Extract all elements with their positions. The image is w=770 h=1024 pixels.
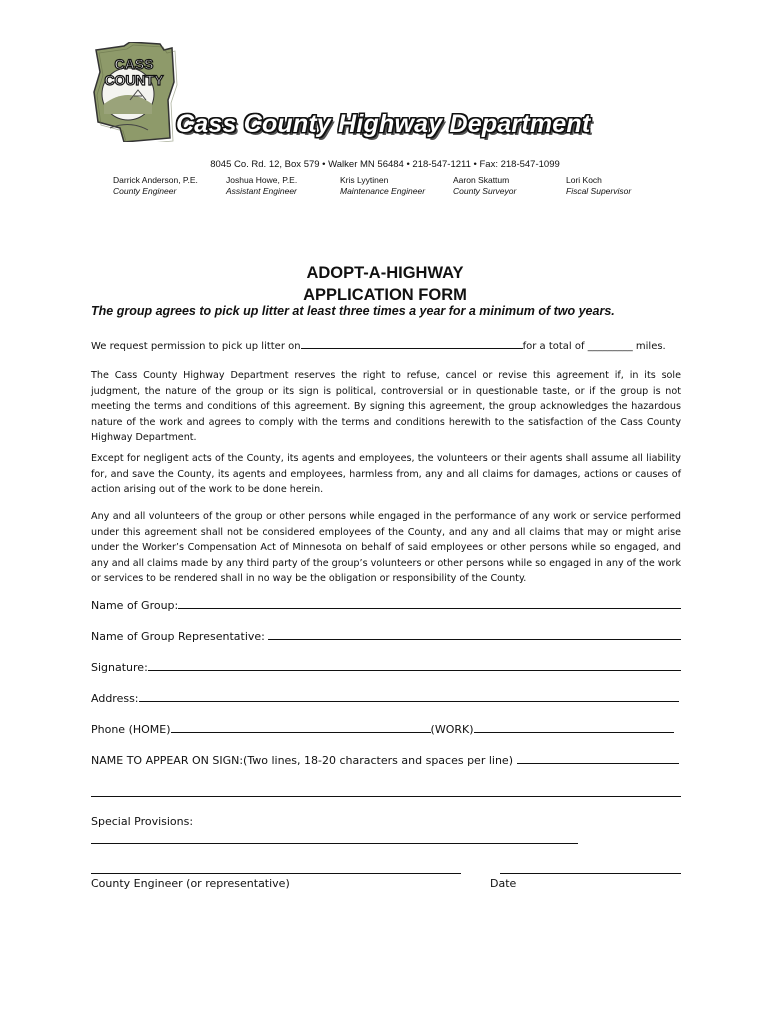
group-rep-row	[91, 628, 681, 643]
logo-text-cass: CASS	[114, 56, 154, 72]
sign-name-line1-input[interactable]	[517, 752, 679, 764]
request-line	[91, 337, 681, 352]
sign-name-line2-input[interactable]	[91, 796, 681, 797]
engineer-signature-input[interactable]	[91, 873, 461, 874]
phone-row	[91, 721, 681, 736]
staff-title: Fiscal Supervisor	[566, 186, 632, 196]
staff-member	[340, 175, 425, 197]
address-label: Address:	[91, 692, 139, 705]
miles-input[interactable]: _________	[587, 341, 633, 352]
request-middle: for a total of	[522, 341, 585, 352]
group-name-input[interactable]	[178, 597, 681, 609]
staff-member	[226, 175, 297, 197]
signature-input[interactable]	[148, 659, 681, 671]
signature-label: Signature:	[91, 661, 148, 674]
terms-paragraph-3: Any and all volunteers of the group or other persons while engaged in the performance of any work or service performed under this agreement shall not be considered employees of the County, and any and all claims that may or might arise under the Worker’s Compensation Act of Minnesota on behalf of said employees or other persons while so engaged, and any and all claims made by any third party of the group’s volunteers or other persons while so engaged in any of the work or services to be rendered shall in no way be the obligation or responsibility of the County.	[91, 511, 681, 585]
department-address: 8045 Co. Rd. 12, Box 579 • Walker MN 56484 • 218-547-1211 • Fax: 218-547-1099	[210, 159, 560, 170]
staff-title: County Surveyor	[453, 186, 517, 196]
phone-home-label: Phone (HOME)	[91, 723, 171, 736]
sign-name-row	[91, 752, 681, 767]
request-prefix: We request permission to pick up litter on	[91, 341, 301, 352]
special-provisions-label: Special Provisions:	[91, 815, 194, 828]
date-label: Date	[490, 877, 517, 890]
form-subtitle: The group agrees to pick up litter at least three times a year for a minimum of two years.	[91, 304, 615, 318]
special-provisions-input[interactable]	[91, 843, 578, 844]
staff-member	[566, 175, 631, 197]
cass-county-logo	[90, 42, 182, 142]
terms-paragraph-2: Except for negligent acts of the County, its agents and employees, the volunteers or their agents shall assume all liability for, and save the County, its agents and employees, harmless from, any and all claims for damages, actions or causes of action arising out of the work to be done herein.	[91, 453, 681, 496]
staff-title: Maintenance Engineer	[340, 186, 426, 196]
group-rep-input[interactable]	[268, 628, 681, 640]
staff-name: Lori Koch	[566, 175, 602, 185]
address-input[interactable]	[139, 690, 679, 702]
road-input[interactable]	[301, 337, 523, 349]
staff-member	[113, 175, 198, 197]
form-title-line2: APPLICATION FORM	[303, 286, 467, 304]
staff-member	[453, 175, 516, 197]
phone-home-input[interactable]	[171, 721, 431, 733]
sign-name-label: NAME TO APPEAR ON SIGN:(Two lines, 18-20 characters and spaces per line)	[91, 754, 513, 767]
group-name-label: Name of Group:	[91, 599, 179, 612]
address-row	[91, 690, 681, 705]
terms-paragraph-1: The Cass County Highway Department reserves the right to refuse, cancel or revise this agreement if, in its sole judgment, the nature of the group or its sign is political, controversial or in questionable taste, or if the group is not meeting the terms and conditions of this agreement. By signing this agreement, the group acknowledges the hazardous nature of the work and agrees to comply with the terms and conditions herewith to the satisfaction of the Cass County Highway Department.	[91, 370, 681, 444]
engineer-label: County Engineer (or representative)	[91, 877, 290, 890]
special-provisions-row	[91, 815, 681, 828]
staff-title: Assistant Engineer	[226, 186, 297, 196]
request-suffix: miles.	[635, 341, 666, 352]
date-input[interactable]	[500, 873, 681, 874]
signature-row	[91, 659, 681, 674]
phone-work-input[interactable]	[474, 721, 674, 733]
form-title	[0, 262, 770, 306]
group-name-row	[91, 597, 681, 612]
phone-work-label: (WORK)	[430, 723, 474, 736]
staff-name: Aaron Skattum	[453, 175, 510, 185]
form-title-line1: ADOPT-A-HIGHWAY	[306, 264, 464, 282]
group-rep-label: Name of Group Representative:	[91, 630, 265, 643]
staff-name: Joshua Howe, P.E.	[226, 175, 298, 185]
staff-name: Darrick Anderson, P.E.	[113, 175, 198, 185]
staff-name: Kris Lyytinen	[340, 175, 389, 185]
department-title: Cass County Highway Department	[176, 110, 591, 138]
staff-title: County Engineer	[113, 186, 177, 196]
logo-text-county: COUNTY	[104, 72, 164, 88]
